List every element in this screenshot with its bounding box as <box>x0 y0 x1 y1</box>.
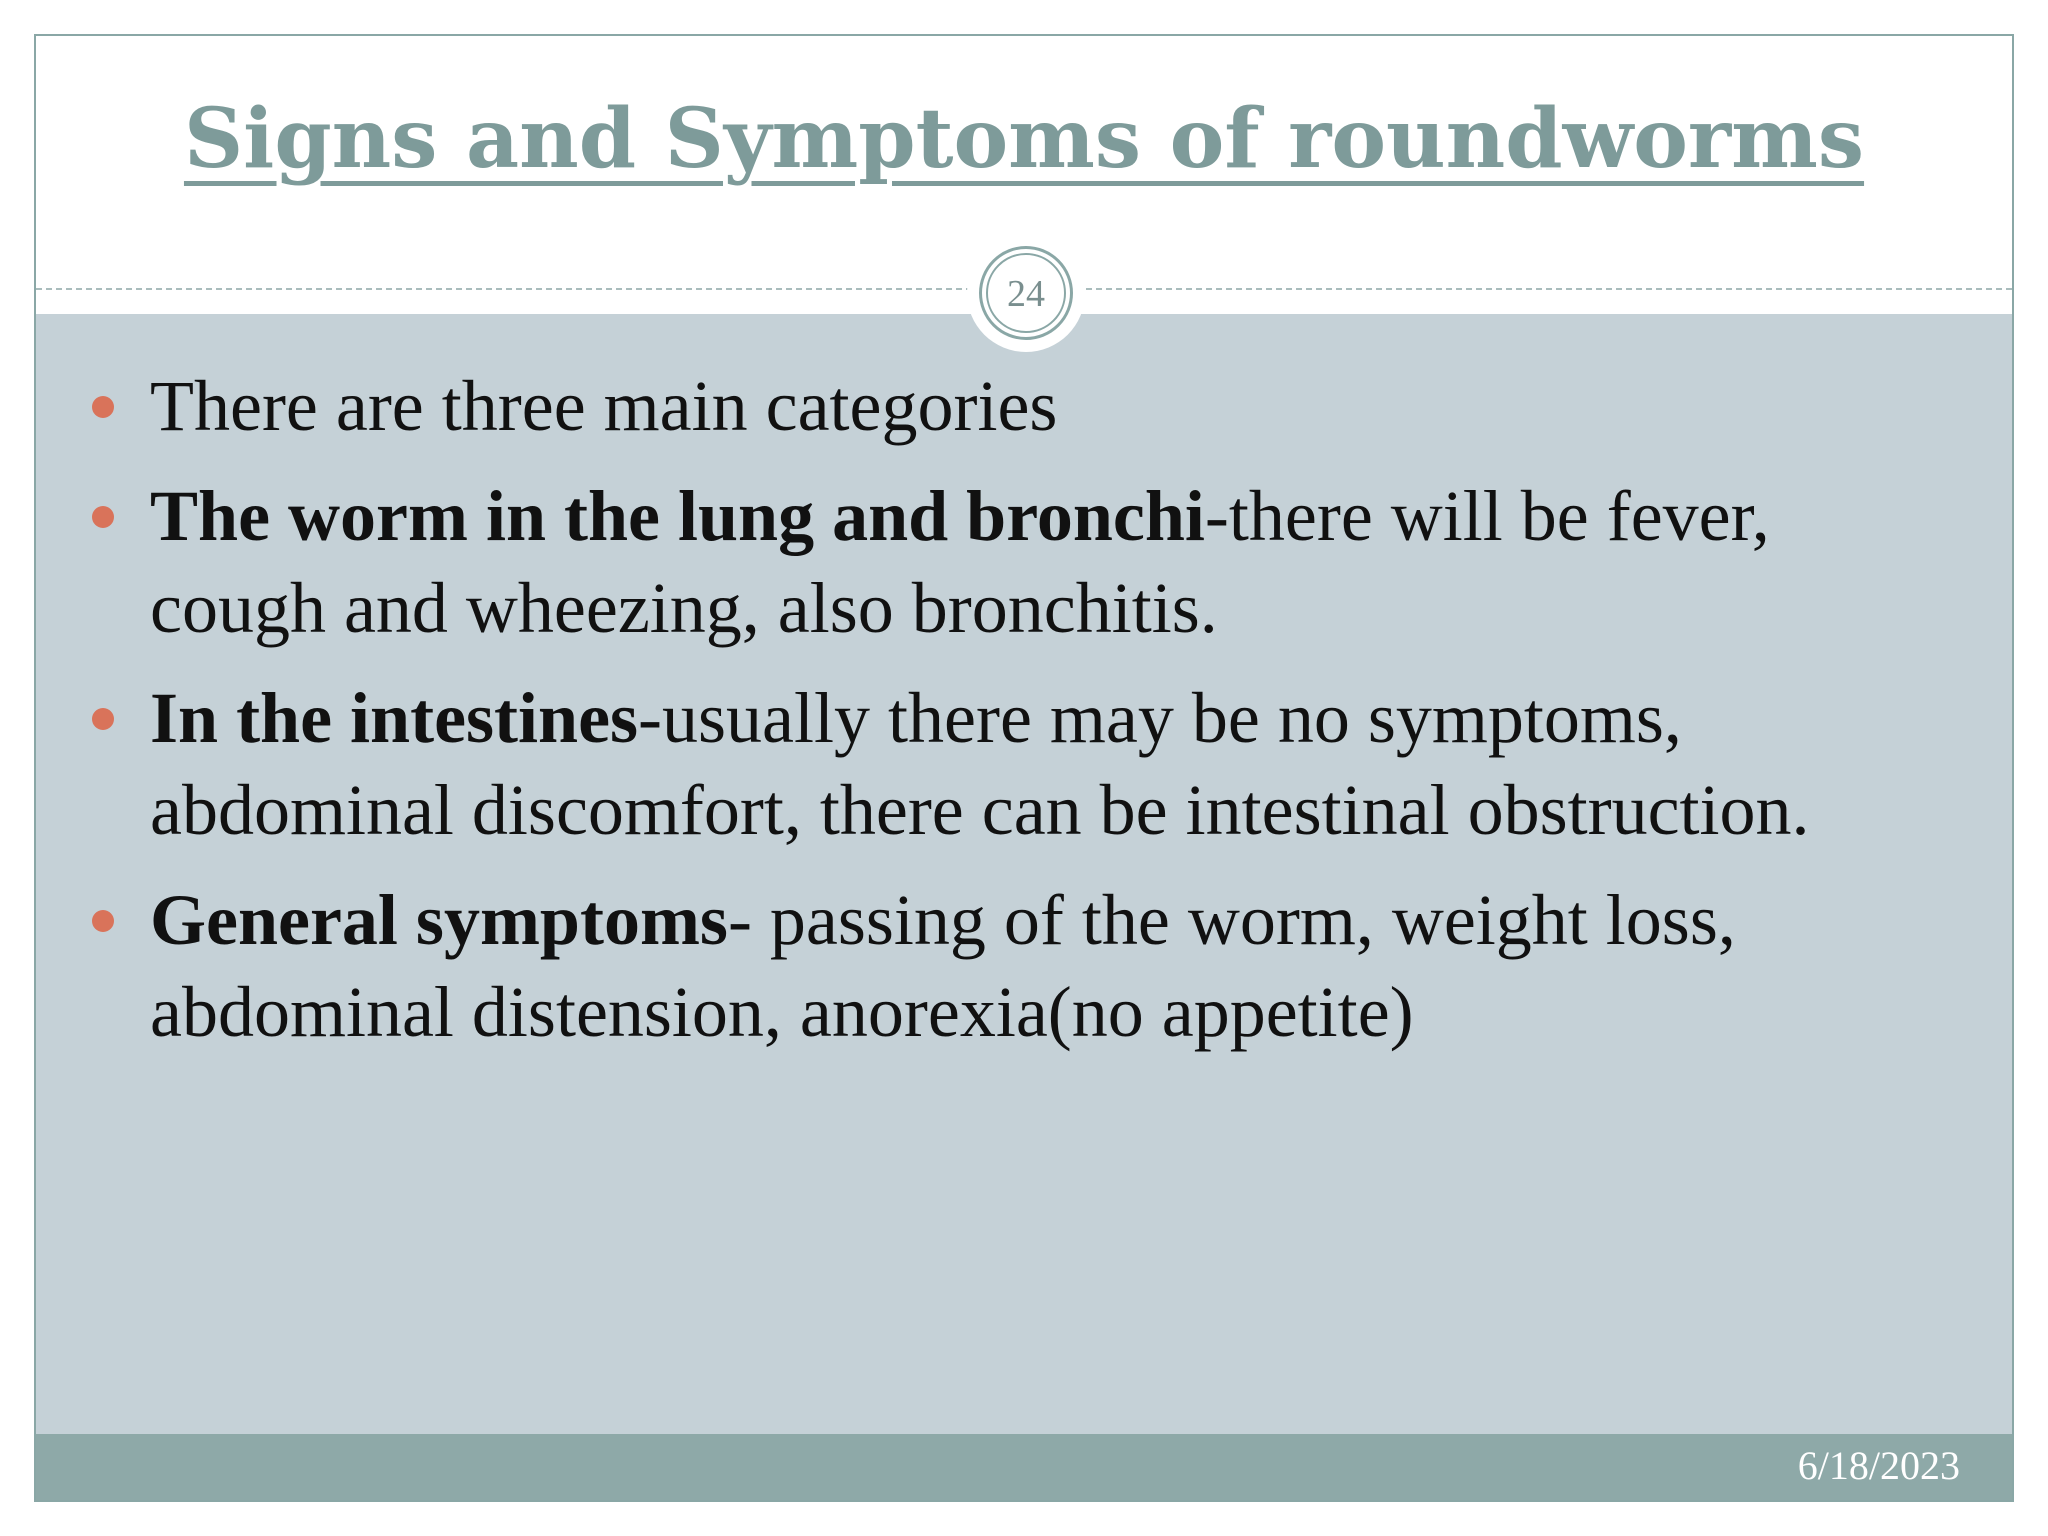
bullet-item <box>60 672 1950 856</box>
slide-date: 6/18/2023 <box>1797 1443 1960 1488</box>
bullet-dot-icon <box>92 396 114 418</box>
bullet-text: There are three main categories <box>150 366 1058 446</box>
bullet-bold-text: The worm in the lung and bronchi <box>150 476 1205 556</box>
page-number: 24 <box>1007 273 1045 315</box>
bullet-dot-icon <box>92 910 114 932</box>
footer-bar <box>36 1434 2012 1500</box>
bullet-bold-text: In the intestines <box>150 678 639 758</box>
bullet-bold-text: General symptoms <box>150 880 728 960</box>
bullet-text: -there will be fever, cough and wheezing, also bronchitis. <box>150 476 1770 648</box>
bullet-item <box>60 874 1950 1058</box>
bullet-dot-icon <box>92 708 114 730</box>
slide-title: Signs and Symptoms of roundworms <box>183 91 1865 187</box>
bullet-text: -usually there may be no symptoms, abdominal discomfort, there can be intestinal obstruction. <box>150 678 1810 850</box>
bullet-item <box>60 470 1950 654</box>
bullet-list <box>60 360 1950 1076</box>
bullet-text: - passing of the worm, weight loss, abdominal distension, anorexia(no appetite) <box>150 880 1736 1052</box>
page-number-badge <box>967 234 1085 352</box>
bullet-dot-icon <box>92 506 114 528</box>
bullet-item <box>60 360 1950 452</box>
